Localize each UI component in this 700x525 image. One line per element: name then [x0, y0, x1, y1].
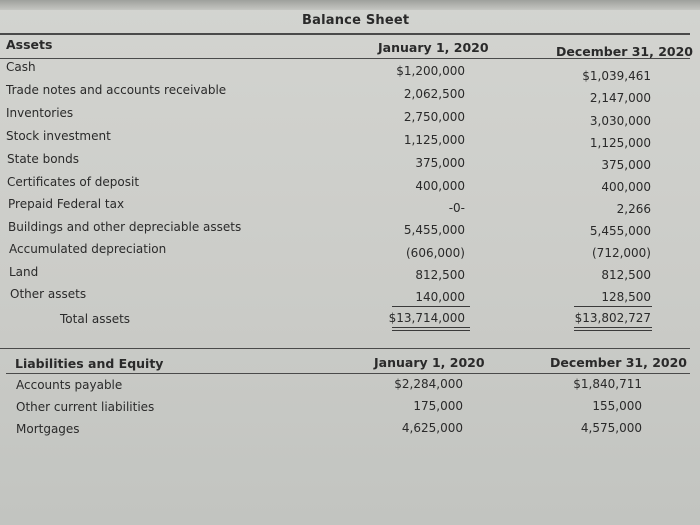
assets-header: Assets — [6, 37, 53, 52]
asset-dec-other-assets: 128,500 — [601, 290, 651, 304]
asset-dec-inventories: 3,030,000 — [589, 114, 651, 128]
dec-subtotal-underline — [574, 306, 652, 307]
liabilities-rule-top — [0, 348, 690, 349]
asset-dec-cash: $1,039,461 — [582, 69, 651, 83]
liab-jan-accounts-payable: $2,284,000 — [394, 377, 463, 391]
asset-label-state-bonds: State bonds — [7, 152, 80, 166]
liab-label-mortgages: Mortgages — [16, 422, 80, 436]
asset-label-other-assets: Other assets — [10, 287, 87, 301]
jan-subtotal-underline — [392, 306, 470, 307]
liabilities-col2-header: December 31, 2020 — [550, 355, 687, 370]
asset-jan-accum-depreciation: (606,000) — [406, 246, 465, 260]
asset-jan-receivables: 2,062,500 — [403, 87, 465, 101]
asset-dec-certificates: 400,000 — [601, 180, 651, 194]
asset-label-buildings: Buildings and other depreciable assets — [8, 220, 242, 234]
jan-total-double-underline-2 — [392, 330, 470, 331]
liabilities-header: Liabilities and Equity — [15, 356, 164, 371]
liab-jan-other-current: 175,000 — [413, 399, 463, 413]
asset-label-cash: Cash — [6, 60, 36, 74]
asset-label-certificates: Certificates of deposit — [7, 175, 140, 189]
total-assets-dec: $13,802,727 — [574, 311, 651, 325]
asset-jan-other-assets: 140,000 — [415, 290, 465, 304]
asset-label-prepaid-tax: Prepaid Federal tax — [8, 197, 125, 211]
liabilities-col1-header: January 1, 2020 — [374, 355, 485, 370]
sheet-title: Balance Sheet — [302, 13, 410, 28]
asset-jan-stock-investment: 1,125,000 — [403, 133, 465, 147]
asset-label-land: Land — [9, 265, 39, 279]
liab-label-other-current: Other current liabilities — [16, 400, 155, 414]
assets-col2-header: December 31, 2020 — [556, 44, 693, 59]
liab-dec-other-current: 155,000 — [592, 399, 642, 413]
asset-label-inventories: Inventories — [6, 106, 74, 120]
liab-dec-mortgages: 4,575,000 — [580, 421, 642, 435]
dec-total-double-underline-1 — [574, 327, 652, 328]
liab-label-accounts-payable: Accounts payable — [16, 378, 123, 392]
assets-col1-header: January 1, 2020 — [378, 40, 489, 55]
asset-label-stock-investment: Stock investment — [6, 129, 111, 143]
total-assets-jan: $13,714,000 — [388, 311, 465, 325]
liab-jan-mortgages: 4,625,000 — [401, 421, 463, 435]
asset-dec-stock-investment: 1,125,000 — [589, 136, 651, 150]
liab-dec-accounts-payable: $1,840,711 — [573, 377, 642, 391]
asset-dec-receivables: 2,147,000 — [589, 91, 651, 105]
asset-dec-land: 812,500 — [601, 268, 651, 282]
asset-dec-accum-depreciation: (712,000) — [592, 246, 651, 260]
asset-jan-land: 812,500 — [415, 268, 465, 282]
dec-total-double-underline-2 — [574, 330, 652, 331]
asset-label-accum-depreciation: Accumulated depreciation — [9, 242, 167, 256]
liabilities-rule-bottom — [6, 373, 690, 374]
asset-jan-prepaid-tax: -0- — [448, 201, 465, 215]
asset-jan-cash: $1,200,000 — [396, 64, 465, 78]
asset-label-receivables: Trade notes and accounts receivable — [6, 83, 227, 97]
asset-jan-buildings: 5,455,000 — [403, 223, 465, 237]
asset-jan-state-bonds: 375,000 — [415, 156, 465, 170]
jan-total-double-underline-1 — [392, 327, 470, 328]
asset-dec-state-bonds: 375,000 — [601, 158, 651, 172]
asset-jan-inventories: 2,750,000 — [403, 110, 465, 124]
total-assets-label: Total assets — [60, 312, 131, 326]
asset-dec-buildings: 5,455,000 — [589, 224, 651, 238]
header-rule-top — [0, 33, 690, 35]
asset-jan-certificates: 400,000 — [415, 179, 465, 193]
page-top-edge — [0, 0, 700, 10]
asset-dec-prepaid-tax: 2,266 — [616, 202, 651, 216]
